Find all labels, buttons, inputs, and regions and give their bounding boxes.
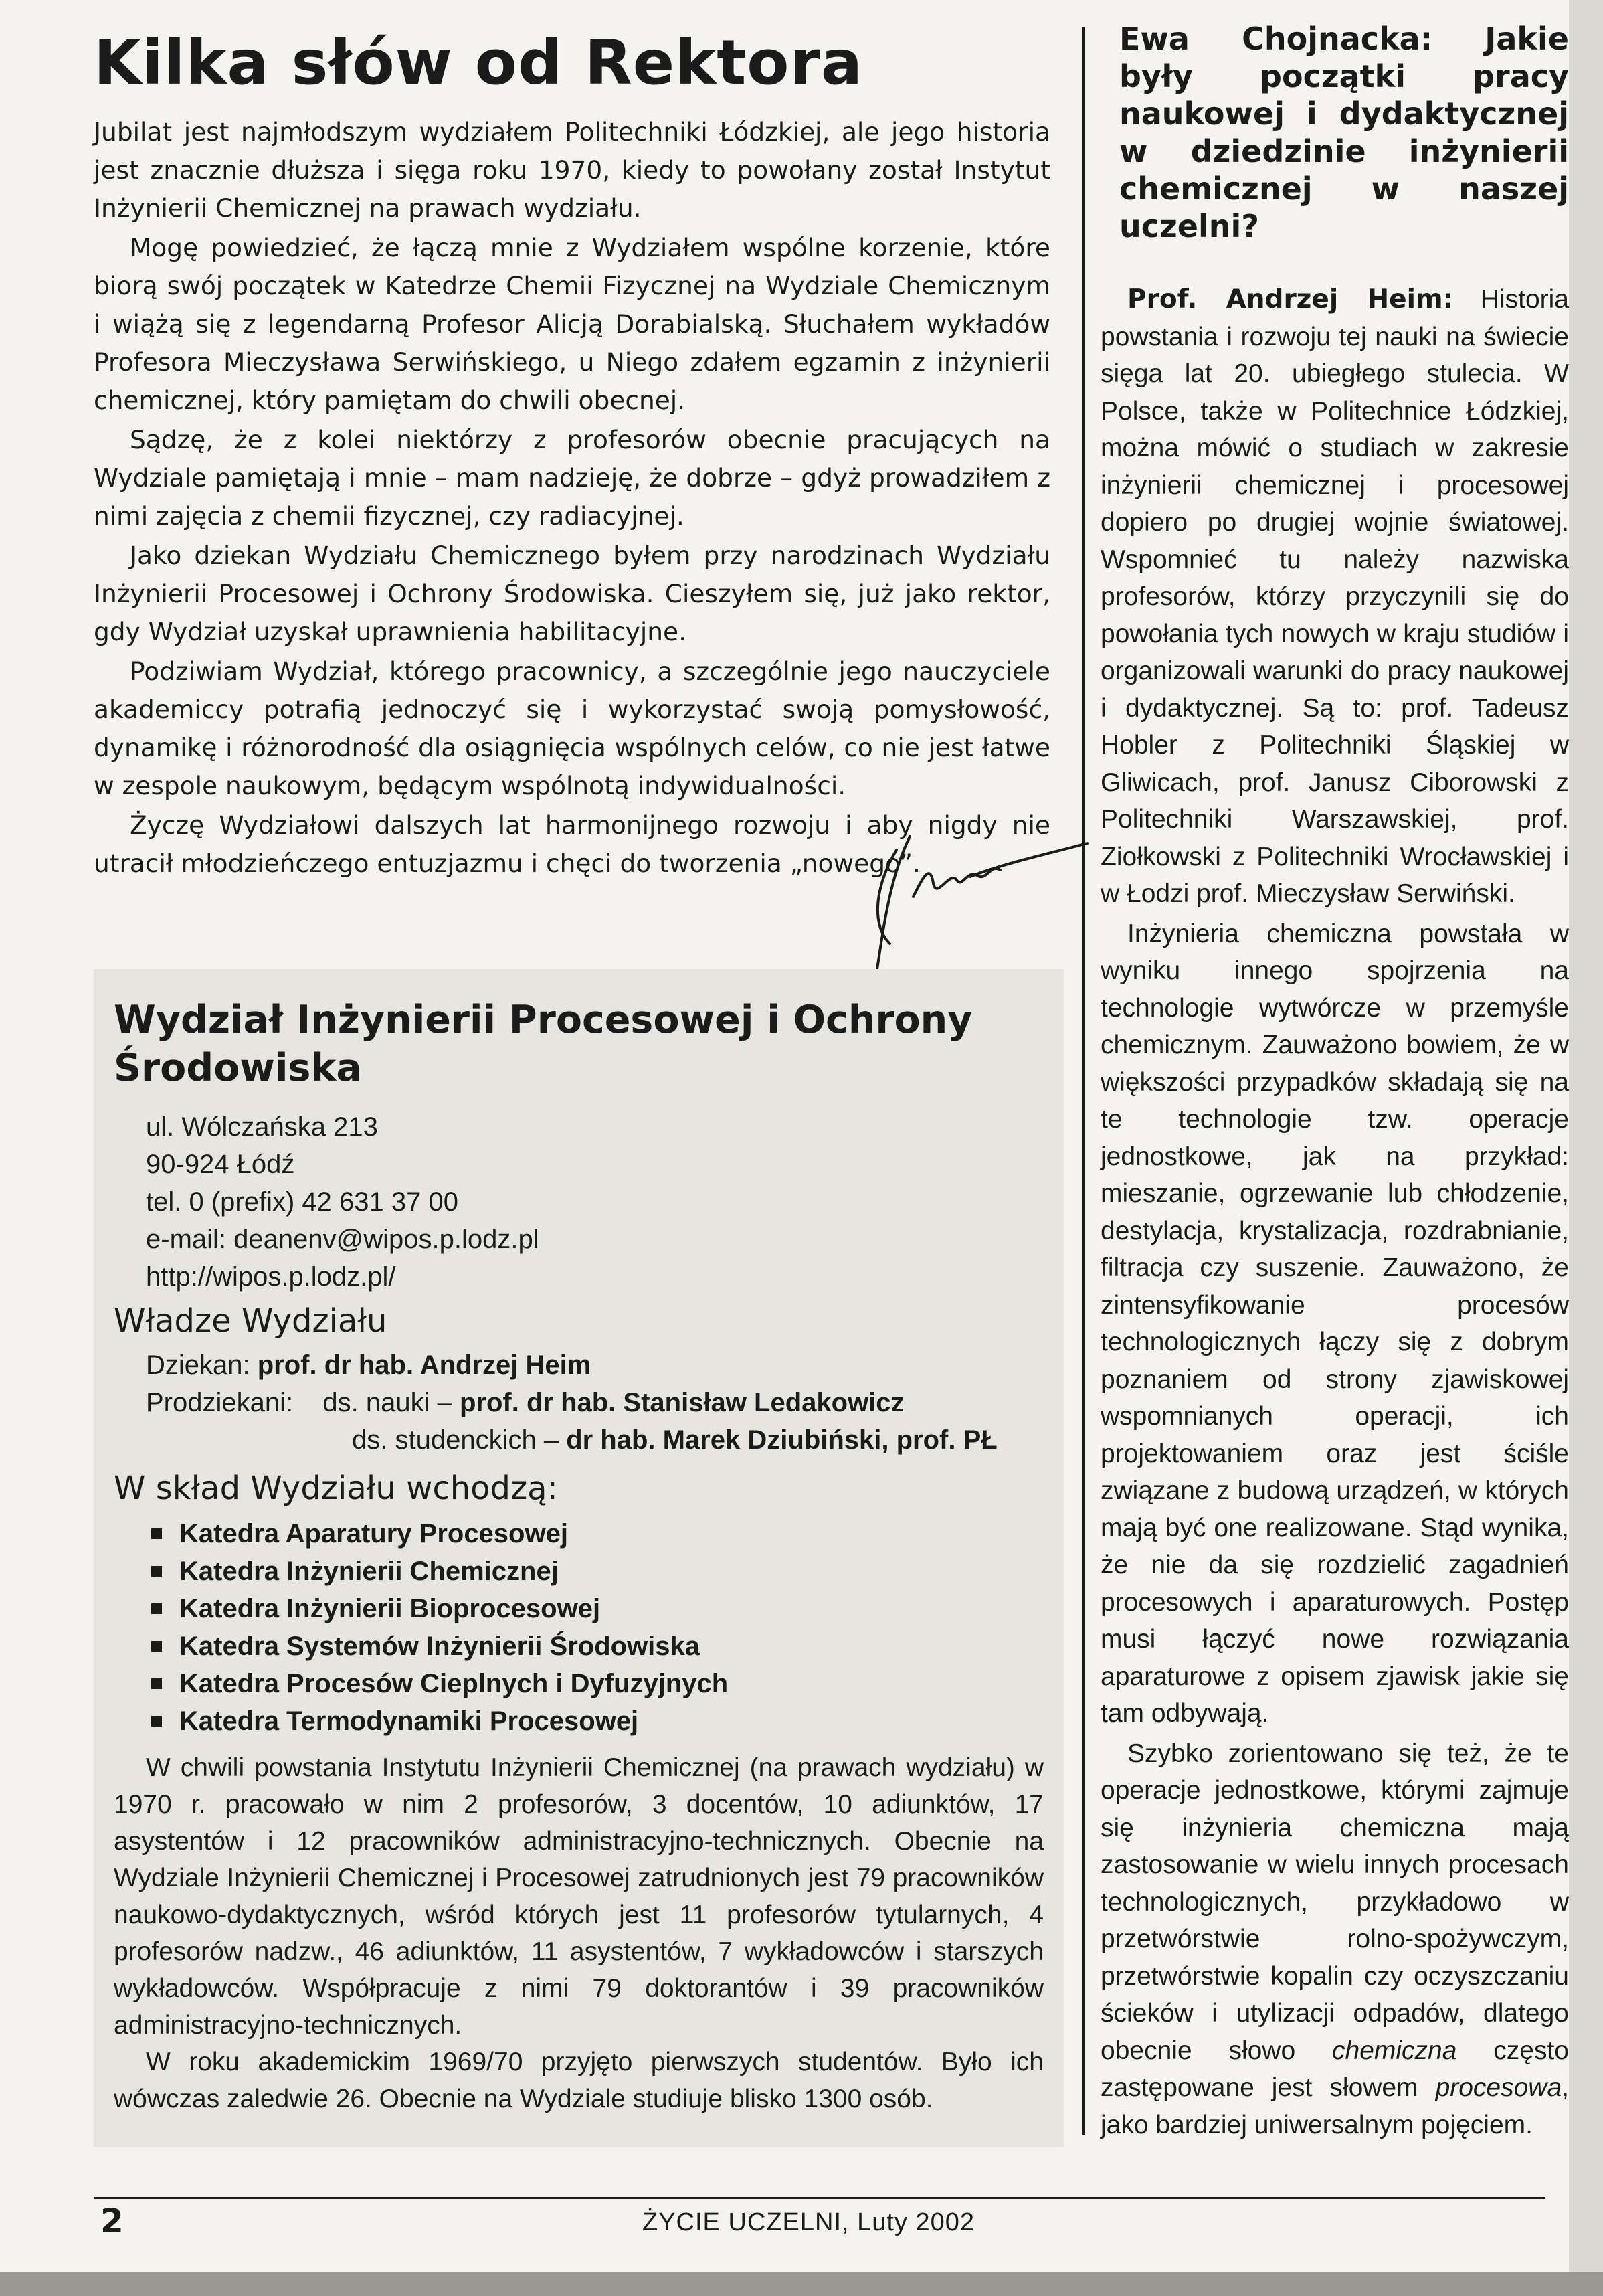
faculty-address [146,1108,1044,1296]
departments-heading: W skład Wydziału wchodzą: [114,1470,558,1507]
footer-rule [94,2197,1545,2199]
vice-dean-2-role: ds. studenckich – [352,1425,559,1455]
article-paragraph: Mogę powiedzieć, że łączą mnie z Wydziałem wspólne korzenie, które biorą swój początek w Katedrze Chemii Fizycznej na Wydziale Chemicznym i wiążą się z legendarną Profesor Alicją Dorabialską. Słuchałem wykładów Profesora Mieczysława Serwińskiego, u Niego zdałem egzamin z inżynierii chemicznej, który pamiętam do chwili obecnej. [94,233,1050,415]
address-phone: tel. 0 (prefix) 42 631 37 00 [146,1187,458,1217]
faculty-title: Wydział Inżynierii Procesowej i Ochrony Środowiska [114,998,973,1090]
bullet-square-icon [151,1566,162,1577]
interview-answer-paragraph: Inżynieria chemiczna powstała w wyniku innego spojrzenia na technologie wytwórcze w przemyśle chemicznym. Zauważono bowiem, że w większości przypadków składają się na te technologie tzw. operacje jednostkowe, jak na przykład: mieszanie, ogrzewanie lub chłodzenie, destylacja, krystalizacja, rozdrabnianie, filtracja czy suszenie. Zauważono, że zintensyfikowanie procesów technologicznych łączy się z dobrym poznaniem od strony zjawiskowej wspomnianych operacji, ich projektowaniem oraz jest ściśle związane z budową urządzeń, w których mają być one realizowane. Stąd wynika, że nie da się rozdzielić zagadnień procesowych i aparaturowych. Postęp musi łączyć nowe rozwiązania aparaturowe z opisem zjawisk jakie się tam odbywają. [1101,919,1569,1728]
vice-dean-2-name: dr hab. Marek Dziubiński, prof. PŁ [566,1425,998,1455]
department-item: Katedra Inżynierii Bioprocesowej [146,1590,1044,1627]
department-item: Katedra Systemów Inżynierii Środowiska [146,1627,1044,1665]
address-website[interactable]: http://wipos.p.lodz.pl/ [146,1262,396,1292]
address-postal: 90-924 Łódź [146,1150,295,1179]
dean-row [146,1346,1044,1384]
departments-list [146,1515,1044,1740]
article-paragraph: Sądzę, że z kolei niektórzy z profesorów obecnie pracujących na Wydziale pamiętają i mnie – mam nadzieję, że dobrze – gdyż prowadziłem z nimi zajęcia z chemii fizycznej, czy radiacyjnej. [94,425,1050,531]
running-title: ŻYCIE UCZELNI, Luty 2002 [642,2208,975,2236]
rector-article [94,27,1050,883]
department-item: Katedra Inżynierii Chemicznej [146,1553,1044,1590]
bullet-square-icon [151,1716,162,1727]
scan-edge [0,2272,1603,2296]
bullet-square-icon [151,1603,162,1614]
vice-dean-1-name: prof. dr hab. Stanisław Ledakowicz [459,1388,905,1417]
department-item: Katedra Procesów Cieplnych i Dyfuzyjnych [146,1665,1044,1702]
faculty-paragraph: W roku akademickim 1969/70 przyjęto pierwszych studentów. Było ich wówczas zaledwie 26. Obecnie na Wydziale studiuje blisko 1300 osób. [114,2048,1044,2113]
faculty-info-box [94,969,1064,2147]
dean-label: Dziekan: [146,1350,250,1380]
article-title: Kilka słów od Rektora [94,27,863,98]
interview-question: Ewa Chojnacka: Jakie były początki pracy naukowej i dydaktycznej w dziedzinie inżynierii chemicznej w naszej uczelni? [1119,21,1569,244]
article-paragraph: Jubilat jest najmłodszym wydziałem Politechniki Łódzkiej, ale jego historia jest znacznie dłuższa i sięga roku 1970, kiedy to powołany został Instytut Inżynierii Chemicznej na prawach wydziału. [94,117,1050,223]
address-email[interactable]: e-mail: deanenv@wipos.p.lodz.pl [146,1225,539,1254]
column-divider [1082,27,1085,2135]
faculty-paragraph: W chwili powstania Instytutu Inżynierii Chemicznej (na prawach wydziału) w 1970 r. pracowało w nim 2 profesorów, 3 docentów, 10 adiunktów, 17 asystentów i 12 pracowników administracyjno-technicznych. Obecnie na Wydziale Inżynierii Chemicznej i Procesowej zatrudnionych jest 79 pracowników naukowo-dydaktycznych, wśród których jest 11 profesorów tytularnych, 4 profesorów nadzw., 46 adiunktów, 11 asystentów, 7 wykładowców i starszych wykładowców. Współpracuje z nimi 79 doktorantów i 39 pracowników administracyjno-technicznych. [114,1753,1044,2040]
rector-signature [850,823,1091,977]
vice-dean-row [146,1384,1044,1421]
address-street: ul. Wólczańska 213 [146,1112,378,1142]
article-paragraph: Podziwiam Wydział, którego pracownicy, a szczególnie jego nauczyciele akademiccy potrafią jednoczyć się i wykorzystać swoją pomysłowość, dynamikę i różnorodność dla osiągnięcia wspólnych celów, co nie jest łatwe w zespole naukowym, będącym wspólnotą indywidualności. [94,656,1050,800]
bullet-square-icon [151,1528,162,1539]
bullet-square-icon [151,1678,162,1689]
bullet-square-icon [151,1641,162,1652]
interview-column [1101,20,1569,2143]
article-paragraph: Jako dziekan Wydziału Chemicznego byłem przy narodzinach Wydziału Inżynierii Procesowej i Ochrony Środowiska. Cieszyłem się, już jako rektor, gdy Wydział uzyskał uprawnienia habilitacyjne. [94,541,1050,646]
department-item: Katedra Aparatury Procesowej [146,1515,1044,1553]
interview-answer-paragraph: Szybko zorientowano się też, że te operacje jednostkowe, którymi zajmuje się inżynieria chemiczna mają zastosowanie w wielu innych procesach technologicznych, przykładowo w przetwórstwie rolno-spożywczym, przetwórstwie kopalin czy oczyszczaniu ścieków i utylizacji odpadów, dlatego obecnie słowo chemiczna często zastępowane jest słowem procesowa, jako bardziej uniwersalnym pojęciem. [1101,1739,1570,2139]
article-paragraph: Życzę Wydziałowi dalszych lat harmonijnego rozwoju i aby nigdy nie utracił młodzieńczego entuzjazmu i chęci do tworzenia „nowego”. [94,810,1050,878]
authorities-list [146,1346,1044,1459]
page-number: 2 [100,2202,124,2240]
authorities-heading: Władze Wydziału [114,1302,387,1340]
vice-dean-row-2 [146,1421,1044,1459]
vice-dean-1-role: ds. nauki – [322,1388,452,1417]
dean-name: prof. dr hab. Andrzej Heim [257,1350,591,1380]
page-spine-shadow [1569,0,1603,2296]
department-item: Katedra Termodynamiki Procesowej [146,1702,1044,1740]
interview-answer-paragraph: Prof. Andrzej Heim: Historia powstania i rozwoju tej nauki na świecie sięga lat 20. ubiegłego stulecia. W Polsce, także w Politechnice Łódzkiej, można mówić o studiach w zakresie inżynierii chemicznej i procesowej dopiero po drugiej wojnie światowej. Wspomnieć tu należy nazwiska profesorów, którzy przyczynili się do powołania tych nowych w kraju studiów i organizowali warunki do pracy naukowej i dydaktycznej. Są to: prof. Tadeusz Hobler z Politechniki Śląskiej w Gliwicach, prof. Janusz Ciborowski z Politechniki Warszawskiej, prof. Ziołkowski z Politechniki Wrocławskiej i w Łodzi prof. Mieczysław Serwiński. [1101,284,1569,908]
answer-speaker: Prof. Andrzej Heim: [1127,284,1454,315]
vice-dean-label: Prodziekani: [146,1388,294,1417]
